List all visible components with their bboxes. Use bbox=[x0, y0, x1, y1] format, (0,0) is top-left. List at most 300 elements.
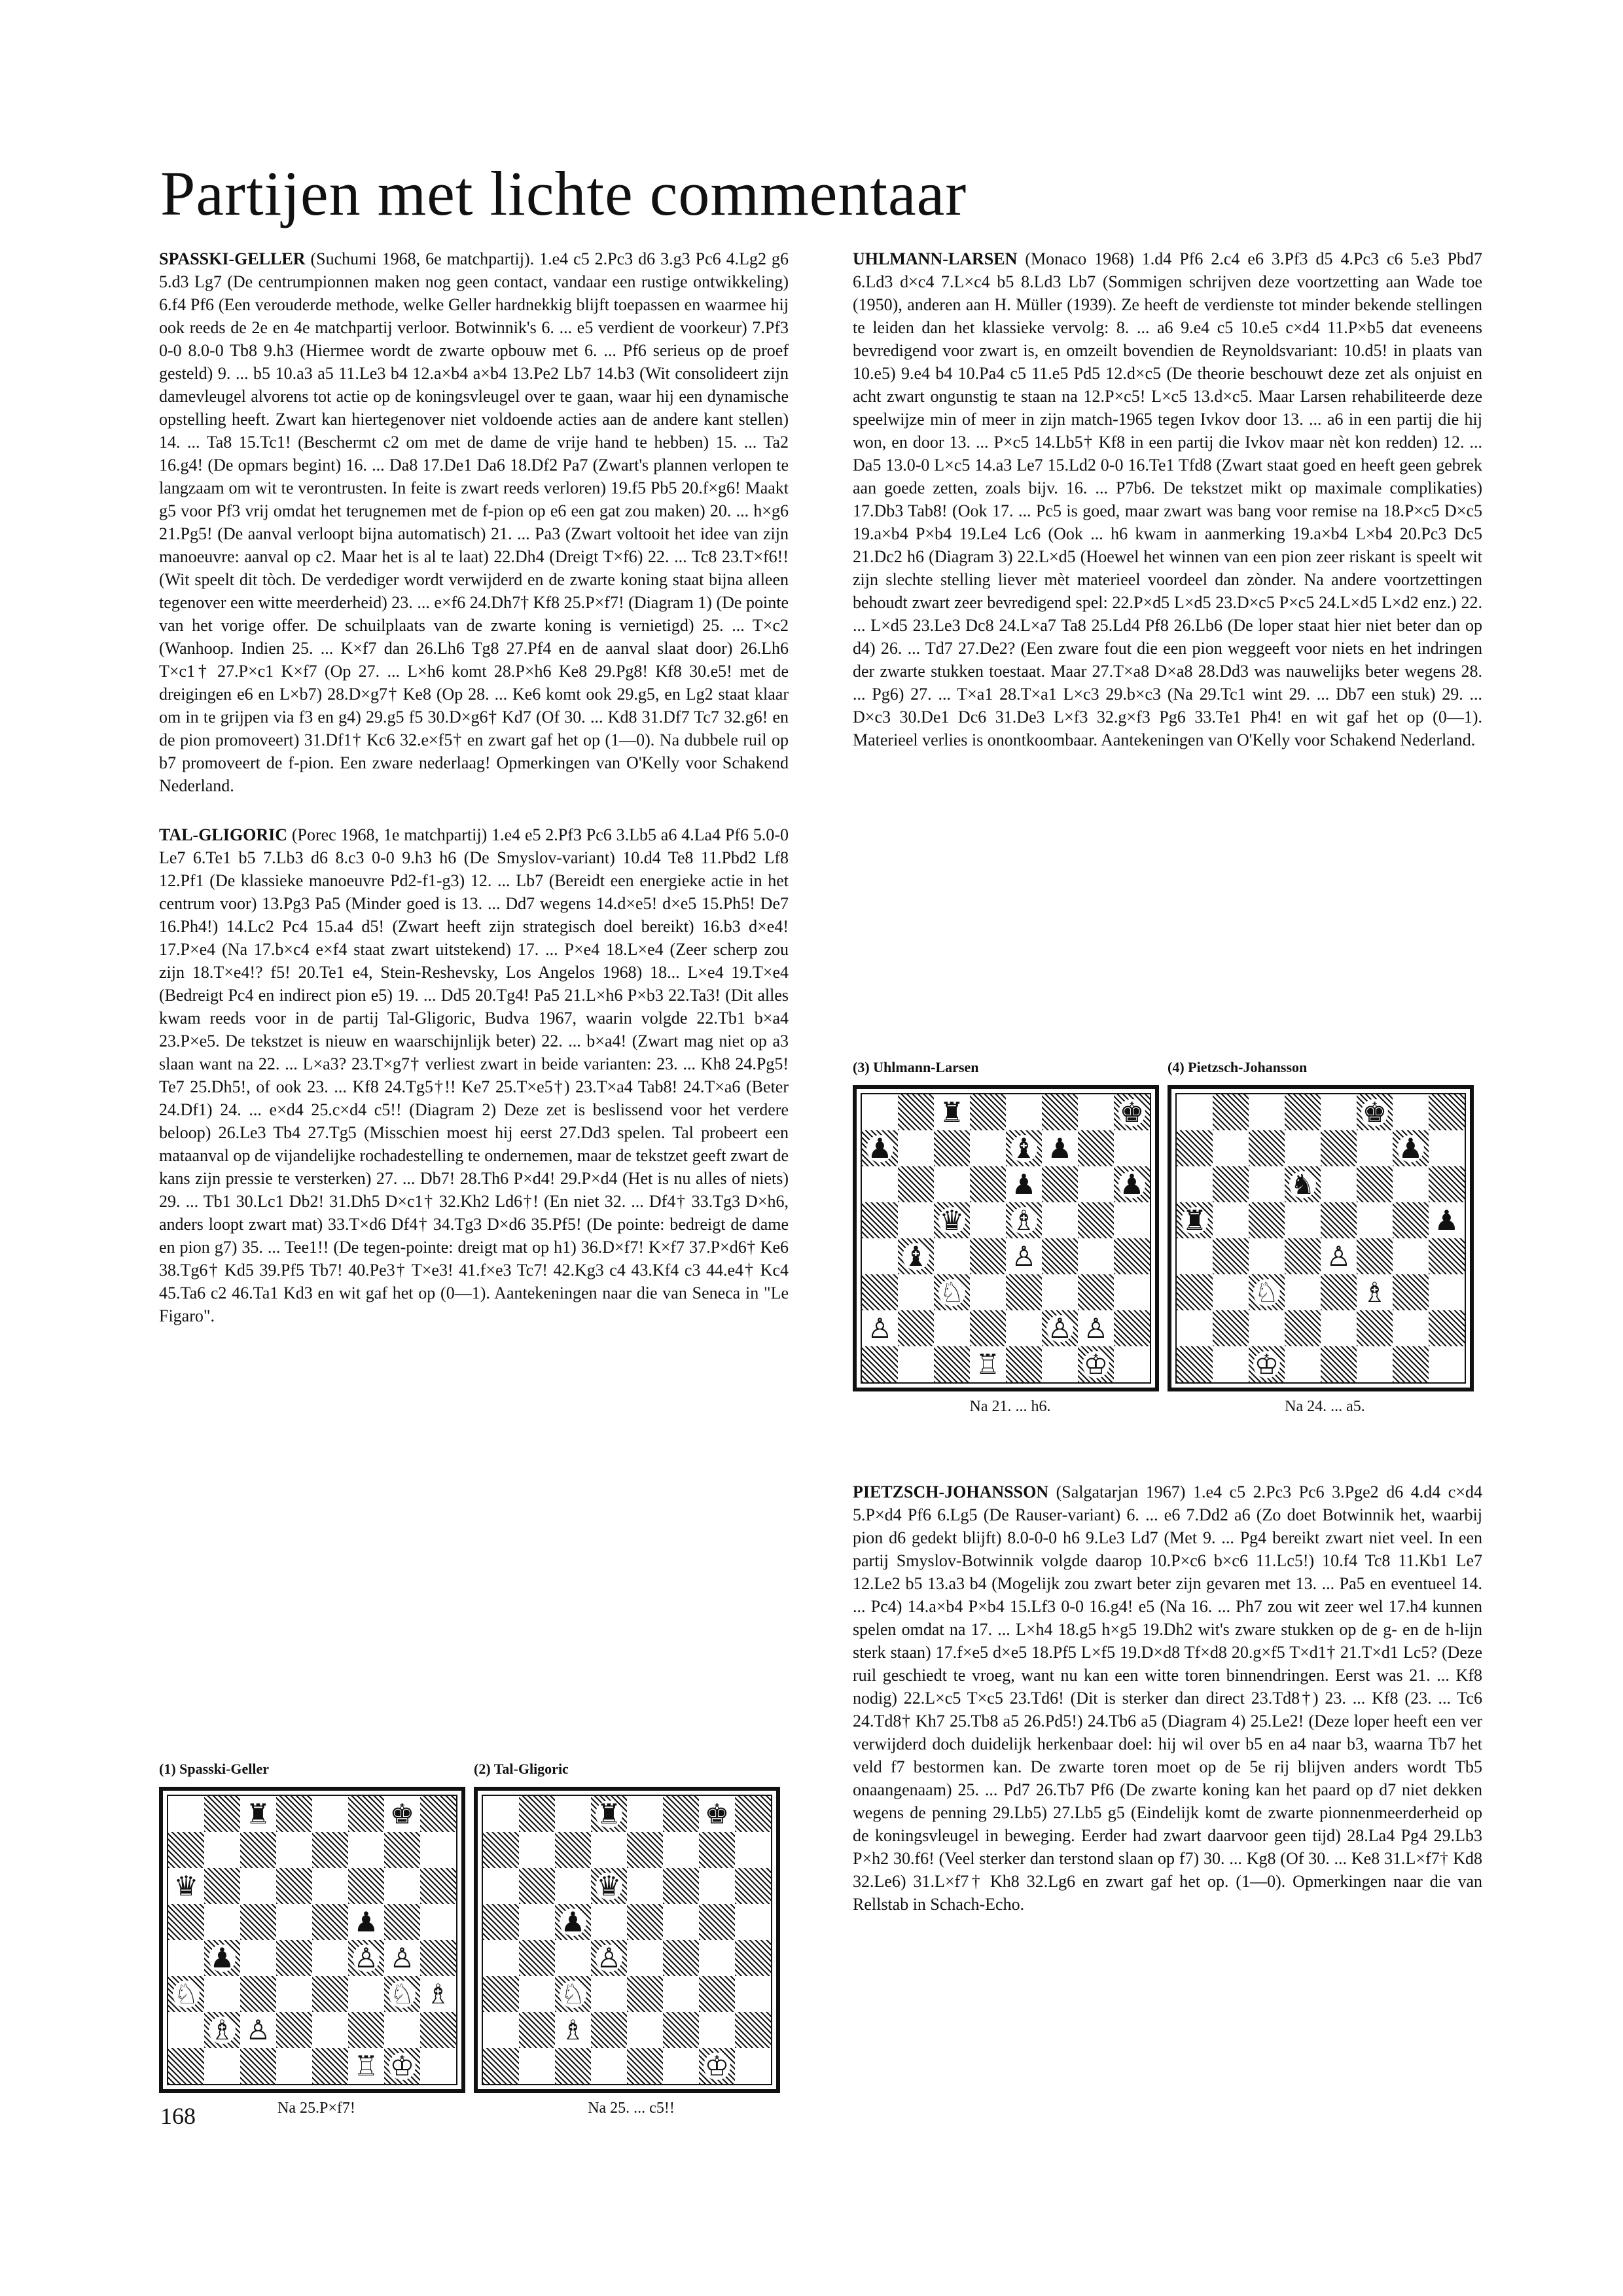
black-rook-icon: ♜ bbox=[939, 1096, 965, 1128]
black-queen-icon: ♛ bbox=[939, 1204, 965, 1236]
board-square bbox=[168, 1976, 204, 2012]
board-square bbox=[1114, 1310, 1150, 1346]
board-square bbox=[1249, 1130, 1285, 1166]
board-square bbox=[1213, 1238, 1249, 1274]
board-square bbox=[348, 1832, 384, 1868]
board-square bbox=[1114, 1166, 1150, 1202]
board-square bbox=[1042, 1166, 1078, 1202]
board-square bbox=[934, 1130, 970, 1166]
board-square bbox=[312, 1832, 348, 1868]
board-square bbox=[862, 1238, 898, 1274]
board-square bbox=[970, 1346, 1006, 1382]
board-square bbox=[862, 1130, 898, 1166]
board-square bbox=[627, 1940, 663, 1976]
page-number: 168 bbox=[160, 2103, 196, 2129]
diagram-1 bbox=[159, 1761, 474, 2117]
board-square bbox=[1042, 1274, 1078, 1310]
board-square bbox=[1285, 1094, 1321, 1130]
board-square bbox=[1114, 1238, 1150, 1274]
chess-board bbox=[159, 1787, 465, 2093]
board-square bbox=[735, 2012, 771, 2048]
diagram-caption: Na 25. ... c5!! bbox=[588, 2100, 675, 2117]
black-knight-icon: ♞ bbox=[1290, 1168, 1315, 1200]
board-square bbox=[1213, 1202, 1249, 1238]
board-square bbox=[483, 1832, 519, 1868]
board-square bbox=[1042, 1310, 1078, 1346]
board-square bbox=[934, 1346, 970, 1382]
board-square bbox=[663, 1904, 699, 1940]
board-square bbox=[312, 1976, 348, 2012]
board-square bbox=[663, 2012, 699, 2048]
board-square bbox=[627, 2012, 663, 2048]
white-pawn-icon: ♙ bbox=[1326, 1240, 1351, 1272]
board-square bbox=[735, 1868, 771, 1904]
board-square bbox=[1249, 1274, 1285, 1310]
game-pietzsch-johansson bbox=[853, 1480, 1482, 1916]
board-square bbox=[1078, 1238, 1114, 1274]
board-square bbox=[312, 2012, 348, 2048]
black-pawn-icon: ♟ bbox=[1434, 1204, 1459, 1236]
board-square bbox=[735, 1796, 771, 1832]
board-square bbox=[1078, 1094, 1114, 1130]
black-pawn-icon: ♟ bbox=[1119, 1168, 1145, 1200]
board-square bbox=[1321, 1310, 1357, 1346]
board-square bbox=[1393, 1346, 1429, 1382]
board-square bbox=[591, 1976, 627, 2012]
board-square bbox=[1006, 1130, 1042, 1166]
left-column bbox=[159, 247, 789, 1354]
board-square bbox=[898, 1310, 934, 1346]
board-square bbox=[420, 2048, 456, 2084]
white-knight-icon: ♘ bbox=[560, 1977, 586, 2010]
board-square bbox=[898, 1094, 934, 1130]
board-square bbox=[1249, 1094, 1285, 1130]
board-square bbox=[240, 1832, 276, 1868]
board-square bbox=[204, 1976, 240, 2012]
board-square bbox=[1249, 1238, 1285, 1274]
board-square bbox=[519, 1868, 555, 1904]
black-pawn-icon: ♟ bbox=[1047, 1132, 1073, 1164]
board-square bbox=[1321, 1130, 1357, 1166]
board-square bbox=[1177, 1310, 1213, 1346]
board-square bbox=[348, 1868, 384, 1904]
diagram-caption: Na 24. ... a5. bbox=[1285, 1398, 1365, 1415]
board-square bbox=[555, 1904, 591, 1940]
chess-board bbox=[853, 1085, 1159, 1391]
board-square bbox=[627, 1832, 663, 1868]
board-square bbox=[1006, 1166, 1042, 1202]
board-square bbox=[384, 1976, 420, 2012]
board-square bbox=[735, 1976, 771, 2012]
board-square bbox=[699, 1940, 735, 1976]
board-square bbox=[591, 1832, 627, 1868]
board-square bbox=[483, 1976, 519, 2012]
board-square bbox=[555, 1796, 591, 1832]
board-square bbox=[519, 1940, 555, 1976]
white-bishop-icon: ♗ bbox=[1011, 1204, 1037, 1236]
board-square bbox=[384, 1868, 420, 1904]
board-square bbox=[276, 1796, 312, 1832]
white-pawn-icon: ♙ bbox=[1083, 1312, 1109, 1344]
diagram-4 bbox=[1168, 1059, 1482, 1416]
board-square bbox=[970, 1274, 1006, 1310]
board-square bbox=[1357, 1238, 1393, 1274]
black-queen-icon: ♛ bbox=[173, 1869, 199, 1902]
black-pawn-icon: ♟ bbox=[209, 1941, 235, 1974]
board-square bbox=[348, 1940, 384, 1976]
board-square bbox=[312, 1796, 348, 1832]
board-square bbox=[663, 1940, 699, 1976]
diagram-3 bbox=[853, 1059, 1168, 1416]
board-square bbox=[1078, 1202, 1114, 1238]
white-pawn-icon: ♙ bbox=[389, 1941, 415, 1974]
board-square bbox=[1321, 1346, 1357, 1382]
white-bishop-icon: ♗ bbox=[1362, 1276, 1387, 1308]
game-spasski-geller bbox=[159, 247, 789, 797]
board-square bbox=[627, 1904, 663, 1940]
board-square bbox=[591, 2048, 627, 2084]
game-text: (Monaco 1968) 1.d4 Pf6 2.c4 e6 3.Pf3 d5 4.Pc3 c6 5.e3 Pbd7 6.Ld3 d×c4 7.L×c4 b5 8.Ld3 Lb7 (Sommigen schrijven deze voortzetting aan Wade toe (1950), anderen aan H. Müller (1939). Ze heeft de verdienste tot minder bekende stellingen te leiden dan het klassieke vervolg: 8. ... a6 9.e4 c5 10.e5 c×d4 11.P×b5 dat eveneens bevredigend voor zwart is, en omzeilt bovendien de Reynoldsvariant: 10.d5! in plaats van 10.e5) 9.e4 b4 10.Pa4 c5 11.e5 Pd5 12.d×c5 (De theorie beschouwt deze zet als onjuist en acht zwart ongunstig te staan na 12.P×c5! L×c5 13.d×c5. Maar Larsen rehabiliteerde deze speelwijze min of meer in zijn match-1965 tegen Ivkov door 13. ... a6 in een partij die hij won, en door 13. ... P×c5 14.Lb5† Kf8 in een partij die Ivkov maar nèt kon redden) 12. ... Da5 13.0-0 L×c5 14.a3 Le7 15.Ld2 0-0 16.Te1 Tfd8 (Zwart staat goed en heeft geen gebrek aan goede zetten, zoals bijv. 16. ... P7b6. De tekstzet mikt op maximale complikaties) 17.Db3 Tab8! (Ook 17. ... Pc5 is goed, maar zwart was bang voor remise na 18.P×c5 D×c5 19.a×b4 P×b4 19.Le4 Lc6 (Ook ... h6 kwam in aanmerking 19.a×b4 L×b4 20.Pc3 Dc5 21.Dc2 h6 (Diagram 3) 22.L×d5 (Hoewel het winnen van een pion zeer riskant is speelt wit zijn slechte stelling liever mèt materieel voordeel dan zònder. Na andere voortzettingen behoudt zwart zeer bevredigend spel: 22.P×d5 L×d5 23.D×c5 P×c5 24.L×d5 L×d2 enz.) 22. ... L×d5 23.Le3 Dc8 24.L×a7 Ta8 25.Ld4 Pf8 26.Lb6 (De loper staat hier niet beter dan op d4) 26. ... Td7 27.De2? (Een zware fout die een pion weggeeft voor niets en het indringen der zwarte stukken toestaat. Maar 27.T×a8 D×a8 28.Dd3 was nauwelijks beter wegens 28. ... Pg6) 27. ... T×a1 28.T×a1 L×c3 29.b×c3 (Na 29.Tc1 wint 29. ... Db7 een stuk) 29. ... D×c3 30.De1 Dc6 31.De3 L×f3 32.g×f3 Pg6 33.Te1 Ph4! en wit gaf het op (0—1). Materieel verlies is onontkoombaar. Aantekeningen van O'Kelly voor Schakend Nederland. bbox=[853, 249, 1482, 749]
board-square bbox=[276, 1832, 312, 1868]
board-square bbox=[483, 2048, 519, 2084]
board-square bbox=[1285, 1346, 1321, 1382]
board-square bbox=[348, 1976, 384, 2012]
game-text: (Porec 1968, 1e matchpartij) 1.e4 e5 2.Pf3 Pc6 3.Lb5 a6 4.La4 Pf6 5.0-0 Le7 6.Te1 b5 7.Lb3 d6 8.c3 0-0 9.h3 h6 (De Smyslov-variant) 10.d4 Te8 11.Pbd2 Lf8 12.Pf1 (De klassieke manoeuvre Pd2-f1-g3) 12. ... Lb7 (Bereidt een energieke actie in het centrum voor) 13.Pg3 Pa5 (Minder goed is 13. ... Dd7 wegens 14.d×e5! d×e5 15.Ph5! De7 16.Ph4!) 14.Lc2 Pc4 15.a4 d5! (Zwart heeft zijn strategisch doel bereikt) 16.b3 d×e4! 17.P×e4 (Na 17.b×c4 e×f4 staat zwart uitstekend) 17. ... P×e4 18.L×e4 (Zeer scherp zou zijn 18.T×e4!? f5! 20.Te1 e4, Stein-Reshevsky, Los Angelos 1968) 18... L×e4 19.T×e4 (Bedreigt Pc4 en indirect pion e5) 19. ... Dd5 20.Tg4! Pa5 21.L×h6 P×b3 22.Ta3! (Dit alles kwam reeds voor in de partij Tal-Gligoric, Budva 1967, waarin volgde 22.Tb1 b×a4 23.P×e5. De tekstzet is nieuw en waarschijnlijk beter) 22. ... b×a4! (Zwart mag niet op a3 slaan want na 22. ... L×a3? 23.T×g7† verliest zwart in beide varianten: 23. ... Kh8 24.Pg5! Te7 25.Dh5!, of ook 23. ... Kf8 24.Tg5†!! Ke7 25.T×e5†) 23.T×a4 Tab8! 24.T×a6 (Beter 24.Df1) 24. ... e×d4 25.c×d4 c5!! (Diagram 2) Deze zet is beslissend voor het verdere beloop) 26.Le3 Tb4 27.Tg5 (Misschien moest hij eerst 27.Dd3 spelen. Tal probeert een mataanval op de vijandelijke rochadestelling te ondernemen, maar de tekstzet geeft zwart de kans zijn pressie te versterken) 27. ... Db7! 28.Th6 P×d4! 29.P×d4 (Het is nu alles of niets) 29. ... Tb1 30.Lc1 Db2! 31.Dh5 D×c1† 32.Kh2 Ld6†! (En niet 32. ... Df4† 33.Tg3 D×h6, anders loopt zwart mat) 33.T×d6 Df4† 34.Tg3 D×d6 35.Pf5! (De pointe: bedreigt de dame en pion g7) 35. ... Tee1!! (De tegen-pointe: dreigt mat op h1) 36.D×f7! K×f7 37.P×d6† Ke6 38.Tg6† Kd5 39.Pf5 Tb7! 40.Pe3† T×e3! 41.f×e3 Tc7! 42.Kg3 c4 43.Kf4 c3 44.e4† Kc4 45.Ta6 c2 46.Ta1 Kd3 en wit gaf het op (0—1). Aantekeningen naar die van Seneca in "Le Figaro". bbox=[159, 825, 789, 1325]
board-square bbox=[1177, 1130, 1213, 1166]
white-king-icon: ♔ bbox=[704, 2049, 730, 2082]
board-square bbox=[1177, 1094, 1213, 1130]
board-square bbox=[1285, 1202, 1321, 1238]
board-square bbox=[1285, 1310, 1321, 1346]
board-square bbox=[276, 1976, 312, 2012]
board-square bbox=[934, 1238, 970, 1274]
board-square bbox=[204, 1868, 240, 1904]
board-square bbox=[312, 1868, 348, 1904]
board-square bbox=[240, 1940, 276, 1976]
board-square bbox=[1429, 1094, 1465, 1130]
board-square bbox=[1393, 1274, 1429, 1310]
board-square bbox=[555, 2012, 591, 2048]
board-square bbox=[240, 1796, 276, 1832]
board-square bbox=[1213, 1346, 1249, 1382]
white-knight-icon: ♘ bbox=[939, 1276, 965, 1308]
board-square bbox=[1321, 1238, 1357, 1274]
game-heading: UHLMANN-LARSEN bbox=[853, 249, 1018, 268]
board-square bbox=[862, 1166, 898, 1202]
diagram-caption: Na 25.P×f7! bbox=[277, 2100, 355, 2117]
board-square bbox=[591, 1940, 627, 1976]
board-square bbox=[1321, 1202, 1357, 1238]
board-square bbox=[1114, 1274, 1150, 1310]
board-square bbox=[555, 1868, 591, 1904]
board-square bbox=[1249, 1346, 1285, 1382]
board-square bbox=[204, 1904, 240, 1940]
board-square bbox=[384, 1940, 420, 1976]
board-square bbox=[483, 1940, 519, 1976]
board-square bbox=[168, 1832, 204, 1868]
board-square bbox=[1429, 1130, 1465, 1166]
board-square bbox=[1006, 1346, 1042, 1382]
board-square bbox=[934, 1274, 970, 1310]
board-square bbox=[1393, 1238, 1429, 1274]
board-square bbox=[1393, 1166, 1429, 1202]
board-square bbox=[934, 1310, 970, 1346]
board-square bbox=[898, 1130, 934, 1166]
black-pawn-icon: ♟ bbox=[1011, 1168, 1037, 1200]
diagram-label: (2) Tal-Gligoric bbox=[474, 1761, 569, 1777]
board-square bbox=[483, 1904, 519, 1940]
board-square bbox=[276, 2012, 312, 2048]
white-knight-icon: ♘ bbox=[389, 1977, 415, 2010]
board-square bbox=[168, 1904, 204, 1940]
board-square bbox=[312, 1940, 348, 1976]
board-square bbox=[898, 1346, 934, 1382]
board-square bbox=[240, 1868, 276, 1904]
board-square bbox=[1429, 1238, 1465, 1274]
white-pawn-icon: ♙ bbox=[245, 2013, 271, 2046]
white-knight-icon: ♘ bbox=[1254, 1276, 1279, 1308]
board-square bbox=[699, 2012, 735, 2048]
board-square bbox=[1006, 1238, 1042, 1274]
board-square bbox=[420, 1832, 456, 1868]
board-square bbox=[348, 1796, 384, 1832]
board-square bbox=[483, 1868, 519, 1904]
board-square bbox=[483, 2012, 519, 2048]
board-square bbox=[348, 2012, 384, 2048]
board-square bbox=[1042, 1202, 1078, 1238]
board-square bbox=[862, 1346, 898, 1382]
board-square bbox=[1321, 1274, 1357, 1310]
black-bishop-icon: ♝ bbox=[1011, 1132, 1037, 1164]
board-square bbox=[1213, 1130, 1249, 1166]
board-square bbox=[1249, 1166, 1285, 1202]
board-square bbox=[591, 2012, 627, 2048]
board-square bbox=[384, 1904, 420, 1940]
board-square bbox=[735, 1832, 771, 1868]
board-square bbox=[1078, 1274, 1114, 1310]
board-square bbox=[970, 1310, 1006, 1346]
black-rook-icon: ♜ bbox=[245, 1797, 271, 1830]
white-king-icon: ♔ bbox=[1083, 1348, 1109, 1380]
board-square bbox=[1285, 1238, 1321, 1274]
board-square bbox=[420, 2012, 456, 2048]
board-square bbox=[1393, 1094, 1429, 1130]
board-square bbox=[735, 2048, 771, 2084]
black-king-icon: ♚ bbox=[389, 1797, 415, 1830]
board-square bbox=[168, 2012, 204, 2048]
board-square bbox=[555, 1976, 591, 2012]
white-pawn-icon: ♙ bbox=[596, 1941, 622, 1974]
board-square bbox=[1177, 1202, 1213, 1238]
game-heading: PIETZSCH-JOHANSSON bbox=[853, 1482, 1049, 1501]
board-square bbox=[862, 1202, 898, 1238]
diagrams-row-bottom bbox=[159, 1761, 789, 2117]
board-square bbox=[627, 1796, 663, 1832]
white-pawn-icon: ♙ bbox=[1047, 1312, 1073, 1344]
board-square bbox=[1078, 1310, 1114, 1346]
black-pawn-icon: ♟ bbox=[1398, 1132, 1423, 1164]
game-uhlmann-larsen bbox=[853, 247, 1482, 751]
black-king-icon: ♚ bbox=[704, 1797, 730, 1830]
board-square bbox=[1249, 1202, 1285, 1238]
board-square bbox=[348, 2048, 384, 2084]
board-square bbox=[204, 1796, 240, 1832]
game-heading: TAL-GLIGORIC bbox=[159, 825, 287, 844]
board-square bbox=[898, 1202, 934, 1238]
board-square bbox=[555, 1940, 591, 1976]
board-square bbox=[934, 1094, 970, 1130]
board-square bbox=[1249, 1310, 1285, 1346]
black-queen-icon: ♛ bbox=[596, 1869, 622, 1902]
white-knight-icon: ♘ bbox=[173, 1977, 199, 2010]
board-square bbox=[420, 1904, 456, 1940]
diagram-caption: Na 21. ... h6. bbox=[969, 1398, 1051, 1415]
diagram-label: (3) Uhlmann-Larsen bbox=[853, 1059, 979, 1075]
board-square bbox=[240, 1904, 276, 1940]
board-square bbox=[1213, 1274, 1249, 1310]
board-square bbox=[204, 2048, 240, 2084]
board-square bbox=[420, 1796, 456, 1832]
right-column bbox=[853, 247, 1482, 778]
board-square bbox=[970, 1130, 1006, 1166]
game-tal-gligoric bbox=[159, 823, 789, 1327]
board-square bbox=[1213, 1166, 1249, 1202]
board-square bbox=[663, 1796, 699, 1832]
board-square bbox=[168, 1796, 204, 1832]
board-square bbox=[1357, 1166, 1393, 1202]
white-rook-icon: ♖ bbox=[975, 1348, 1001, 1380]
board-square bbox=[1429, 1346, 1465, 1382]
board-square bbox=[898, 1274, 934, 1310]
board-square bbox=[1357, 1202, 1393, 1238]
board-square bbox=[1213, 1094, 1249, 1130]
board-square bbox=[970, 1202, 1006, 1238]
board-square bbox=[312, 1904, 348, 1940]
board-square bbox=[1078, 1346, 1114, 1382]
board-square bbox=[1285, 1130, 1321, 1166]
white-king-icon: ♔ bbox=[1254, 1348, 1279, 1380]
board-square bbox=[519, 1904, 555, 1940]
board-square bbox=[519, 1976, 555, 2012]
board-square bbox=[519, 1796, 555, 1832]
board-square bbox=[934, 1202, 970, 1238]
board-square bbox=[1042, 1130, 1078, 1166]
board-square bbox=[699, 1976, 735, 2012]
board-square bbox=[1213, 1310, 1249, 1346]
board-square bbox=[1078, 1166, 1114, 1202]
board-square bbox=[276, 1940, 312, 1976]
black-king-icon: ♚ bbox=[1362, 1096, 1387, 1128]
right-column-lower bbox=[853, 1480, 1482, 1942]
board-square bbox=[519, 2048, 555, 2084]
board-square bbox=[735, 1940, 771, 1976]
board-square bbox=[663, 1832, 699, 1868]
board-square bbox=[1393, 1310, 1429, 1346]
board-square bbox=[384, 1832, 420, 1868]
board-square bbox=[420, 1868, 456, 1904]
board-square bbox=[312, 2048, 348, 2084]
board-square bbox=[168, 1940, 204, 1976]
board-square bbox=[1429, 1310, 1465, 1346]
board-square bbox=[276, 1868, 312, 1904]
white-king-icon: ♔ bbox=[389, 2049, 415, 2082]
board-square bbox=[420, 1976, 456, 2012]
game-text: (Suchumi 1968, 6e matchpartij). 1.e4 c5 2.Pc3 d6 3.g3 Pc6 4.Lg2 g6 5.d3 Lg7 (De centrumpionnen maken nog geen contact, vandaar een rustige ontwikkeling) 6.f4 Pf6 (Een verouderde methode, welke Geller hardnekkig blijft toepassen en waarmee hij ook reeds de 2e en 4e matchpartij verloor. Botwinnik's 6. ... e5 verdient de voorkeur) 7.Pf3 0-0 8.0-0 Tb8 9.h3 (Hiermee wordt de zwarte opbouw met 6. ... Pf6 serieus op de proef gesteld) 9. ... b5 10.a3 a5 11.Le3 b4 12.a×b4 a×b4 13.Pe2 Lb7 14.b3 (Wit consolideert zijn damevleugel alvorens tot actie op de koningsvleugel over te gaan, waar hij een dynamische opstelling heeft. Zwart kan hiertegenover niet voldoende acties aan de andere kant stellen) 14. ... Ta8 15.Tc1! (Beschermt c2 om met de dame de vrije hand te hebben) 15. ... Ta2 16.g4! (De opmars begint) 16. ... Da8 17.De1 Da6 18.Df2 Pa7 (Zwart's plannen verlopen te langzaam om wit te verontrusten. In feite is zwart reeds verloren) 19.f5 Pb5 20.f×g6! Maakt g5 voor Pf3 vrij omdat het terugnemen met de f-pion op e6 een gat zou maken) 20. ... h×g6 21.Pg5! (De aanval verloopt bijna automatisch) 21. ... Pa3 (Zwart voltooit het idee van zijn manoeuvre: aanval op c2. Maar het is al te laat) 22.Dh4 (Dreigt T×f6) 22. ... Tc8 23.T×f6!! (Wit speelt dit tòch. De verdediger wordt verwijderd en de zwarte koning staat bijna alleen tegenover een witte meerderheid) 23. ... e×f6 24.Dh7† Kf8 25.P×f7! (Diagram 1) (De pointe van het vorige offer. De schuilplaats van de zwarte koning is vernietigd) 25. ... T×c2 (Wanhoop. Indien 25. ... K×f7 dan 26.Lh6 Tg8 27.Pf4 en de aanval slaat door) 26.Lh6 T×c1† 27.P×c1 K×f7 (Op 27. ... L×h6 komt 28.P×h6 Ke8 29.Pg8! Kf8 30.e5! met de dreigingen e6 en L×b7) 28.D×g7† Ke8 (Op 28. ... Ke6 komt ook 29.g5, en Lg2 staat klaar om in te grijpen via f3 en g4) 29.g5 f5 30.D×g6† Kd7 (Of 30. ... Kd8 31.Df7 Tc7 32.g6! en de pion promoveert) 31.Df1† Kc6 32.e×f5† en zwart gaf het op (1—0). Na dubbele ruil op b7 promoveert de f-pion. Een zware nederlaag! Opmerkingen van O'Kelly voor Schakend Nederland. bbox=[159, 249, 789, 795]
board-square bbox=[204, 1940, 240, 1976]
board-square bbox=[519, 2012, 555, 2048]
board-square bbox=[384, 1796, 420, 1832]
board-square bbox=[970, 1166, 1006, 1202]
black-pawn-icon: ♟ bbox=[560, 1905, 586, 1938]
board-square bbox=[862, 1310, 898, 1346]
board-square bbox=[1357, 1094, 1393, 1130]
diagrams-row-top bbox=[853, 1059, 1482, 1416]
board-square bbox=[1114, 1202, 1150, 1238]
board-square bbox=[591, 1796, 627, 1832]
board-square bbox=[1393, 1130, 1429, 1166]
board-square bbox=[699, 2048, 735, 2084]
white-rook-icon: ♖ bbox=[353, 2049, 379, 2082]
board-square bbox=[384, 2012, 420, 2048]
board-square bbox=[555, 2048, 591, 2084]
board-square bbox=[483, 1796, 519, 1832]
board-square bbox=[555, 1832, 591, 1868]
game-heading: SPASSKI-GELLER bbox=[159, 249, 306, 268]
board-square bbox=[970, 1238, 1006, 1274]
board-square bbox=[1357, 1130, 1393, 1166]
board-square bbox=[663, 1868, 699, 1904]
board-square bbox=[1006, 1094, 1042, 1130]
board-square bbox=[627, 2048, 663, 2084]
board-square bbox=[1006, 1202, 1042, 1238]
board-square bbox=[168, 1868, 204, 1904]
board-square bbox=[735, 1904, 771, 1940]
board-square bbox=[699, 1904, 735, 1940]
white-pawn-icon: ♙ bbox=[1011, 1240, 1037, 1272]
board-square bbox=[384, 2048, 420, 2084]
board-square bbox=[934, 1166, 970, 1202]
white-pawn-icon: ♙ bbox=[867, 1312, 893, 1344]
board-square bbox=[663, 1976, 699, 2012]
board-square bbox=[970, 1094, 1006, 1130]
board-square bbox=[663, 2048, 699, 2084]
board-square bbox=[1006, 1310, 1042, 1346]
diagram-label: (4) Pietzsch-Johansson bbox=[1168, 1059, 1308, 1075]
board-square bbox=[1177, 1346, 1213, 1382]
board-square bbox=[1285, 1166, 1321, 1202]
diagram-label: (1) Spasski-Geller bbox=[159, 1761, 270, 1777]
board-square bbox=[276, 1904, 312, 1940]
board-square bbox=[1042, 1346, 1078, 1382]
board-square bbox=[348, 1904, 384, 1940]
board-square bbox=[1114, 1346, 1150, 1382]
board-square bbox=[627, 1868, 663, 1904]
board-square bbox=[276, 2048, 312, 2084]
board-square bbox=[1042, 1238, 1078, 1274]
chess-board bbox=[474, 1787, 780, 2093]
black-rook-icon: ♜ bbox=[596, 1797, 622, 1830]
diagram-2 bbox=[474, 1761, 789, 2117]
board-square bbox=[1114, 1094, 1150, 1130]
board-square bbox=[519, 1832, 555, 1868]
board-square bbox=[240, 2012, 276, 2048]
black-bishop-icon: ♝ bbox=[903, 1240, 929, 1272]
board-square bbox=[1357, 1346, 1393, 1382]
board-square bbox=[898, 1238, 934, 1274]
black-pawn-icon: ♟ bbox=[867, 1132, 893, 1164]
board-square bbox=[699, 1796, 735, 1832]
game-text: (Salgatarjan 1967) 1.e4 c5 2.Pc3 Pc6 3.Pge2 d6 4.d4 c×d4 5.P×d4 Pf6 6.Lg5 (De Rauser-variant) 6. ... e6 7.Dd2 a6 (Zo doet Botwinnik het, waarbij pion d6 gedekt blijft) 8.0-0-0 h6 9.Le3 Ld7 (Met 9. ... Pg4 bereikt zwart niet veel. In een partij Smyslov-Botwinnik volgde daarop 10.P×c6 b×c6 11.Lc5!) 10.f4 Tc8 11.Kb1 Le7 12.Le2 b5 13.a3 b4 (Mogelijk zou zwart beter zijn gevaren met 13. ... Pa5 en eventueel 14. ... Pc4) 14.a×b4 P×b4 15.Lf3 0-0 16.g4! e5 (Na 16. ... Ph7 zou wit zeer wel 17.h4 kunnen spelen omdat na 17. ... L×h4 18.g5 h×g5 19.Dh2 wit's zware stukken op de g- en de h-lijn sterk staan) 17.f×e5 d×e5 18.Pf5 L×f5 19.D×d8 Tf×d8 20.g×f5 T×d1† 21.T×d1 Lc5? (Deze ruil geschiedt te vroeg, want nu kan een witte toren binnendringen. Eerst was 21. ... Kf8 nodig) 22.L×c5 T×c5 23.Td6! (Dit is sterker dan direct 23.Td8†) 23. ... Kf8 (23. ... Tc6 24.Td8† Kh7 25.Tb8 a5 26.Pd5!) 24.Tb6 a5 (Diagram 4) 25.Le2! (Deze loper heeft een ver verwijderd doch duidelijk herkenbaar doel: hij wil over b5 en a4 naar b3, waarna Tb7 het veld f7 bestormen kan. De zwarte toren moet op de 5e rij blijven anders wordt Tb5 onaangenaam) 25. ... Pd7 26.Tb7 Pf6 (De zwarte koning kan het paard op d7 niet dekken wegens de penning 29.Lb5) 27.Lb5 g5 (Eindelijk komt de zwarte pionnenmeerderheid op de koningsvleugel in beweging. Eerder had zwart daarvoor geen tijd) 28.La4 Pg4 29.Lb3 P×h2 30.f6! (Veel sterker dan terstond slaan op f7) 30. ... Kg8 (Of 30. ... Ke8 31.L×f7† Kd8 32.Le6) 31.L×f7† Kh8 32.Lg6 en zwart gaf het op. (1—0). Opmerkingen naar die van Rellstab in Schach-Echo. bbox=[853, 1482, 1482, 1914]
